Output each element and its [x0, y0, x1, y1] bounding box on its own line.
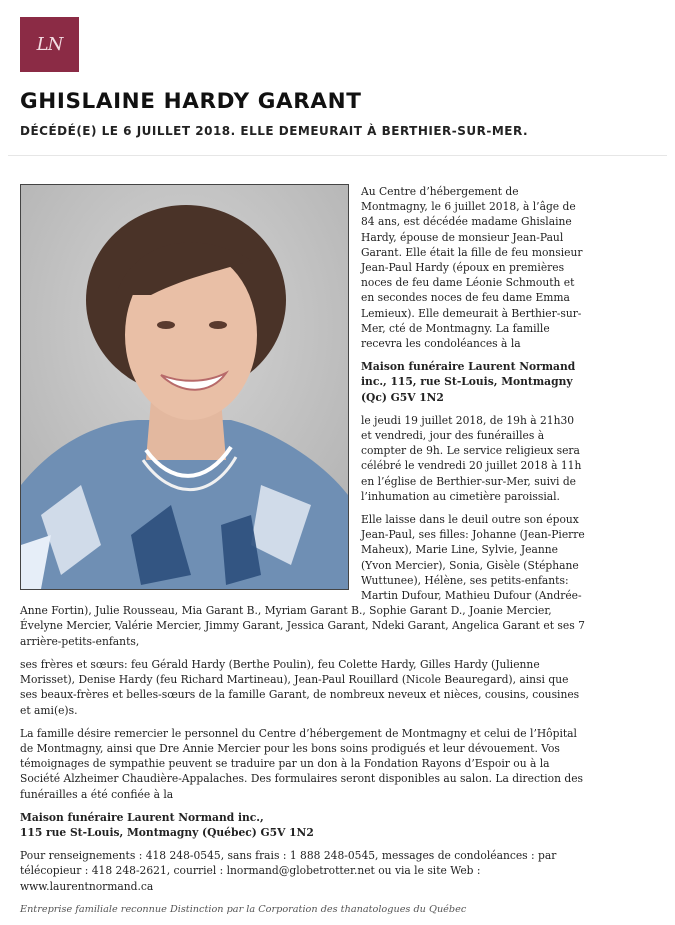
paragraph-funeral-home-address: Maison funéraire Laurent Normand inc., 115, rue St-Louis, Montmagny (Qc) G5V 1N2	[361, 360, 576, 404]
paragraph-siblings: ses frères et sœurs: feu Gérald Hardy (Berthe Poulin), feu Colette Hardy, Gilles Hardy (Julienne Morisset), Denise Hardy (feu Richard Martineau), Jean-Paul Rouillard (Nicole Beauregard), ainsi que ses beaux-frères et belles-sœurs de la famille Garant, de nombreux neveux et nièces, cousins, cousines et ami(e)s.	[20, 657, 580, 717]
deceased-name: GHISLAINE HARDY GARANT	[20, 89, 362, 114]
header-divider	[8, 155, 667, 156]
obituary-article	[20, 184, 587, 925]
portrait-photo	[20, 184, 349, 590]
footer-signature: Entreprise familiale reconnue Distinction par la Corporation des thanatologues du Québec	[20, 903, 467, 915]
paragraph-thanks: La famille désire remercier le personnel du Centre d’hébergement de Montmagny et celui de l’Hôpital de Montmagny, ainsi que Dre Annie Mercier pour les bons soins prodigués et leur dévouement. Vos témoignages de sympathie peuvent se traduire par un don à la Fondation Rayons d’Espoir ou à la Société Alzheimer Chaudière-Appalaches. Des formulaires seront disponibles au salon. La direction des funérailles a été confiée à la	[20, 726, 584, 801]
logo-monogram: LN	[36, 34, 63, 55]
funeral-home-address: 115 rue St-Louis, Montmagny (Québec) G5V 1N2	[20, 825, 314, 839]
funeral-home-block	[20, 810, 587, 840]
funeral-home-logo[interactable]	[20, 17, 79, 72]
paragraph-announcement: Au Centre d’hébergement de Montmagny, le 6 juillet 2018, à l’âge de 84 ans, est décédée madame Ghislaine Hardy, épouse de monsieur Jean-Paul Garant. Elle était la fille de feu monsieur Jean-Paul Hardy (époux en premières noces de feu dame Léonie Schmouth et en secondes noces de feu dame Emma Lemieux). Elle demeurait à Berthier-sur-Mer, cté de Montmagny. La famille recevra les condoléances à la	[361, 185, 583, 351]
death-notice-subtitle: DÉCÉDÉ(E) LE 6 JUILLET 2018. ELLE DEMEURAIT À BERTHIER-SUR-MER.	[20, 124, 529, 138]
paragraph-visitation: le jeudi 19 juillet 2018, de 19h à 21h30 et vendredi, jour des funérailles à compter de 9h. Le service religieux sera célébré le vendredi 20 juillet 2018 à 11h en l’église de Berthier-sur-Mer, suivi de l’inhumation au cimetière paroissial.	[361, 413, 582, 503]
paragraph-contact: Pour renseignements : 418 248-0545, sans frais : 1 888 248-0545, messages de condoléances : par télécopieur : 418 248-2621, courriel : lnormand@globetrotter.net ou via le site Web : www.laurentnormand.ca	[20, 849, 557, 893]
paragraph-family: Elle laisse dans le deuil outre son époux Jean-Paul, ses filles: Johanne (Jean-Pierre Maheux), Marie Line, Sylvie, Jeanne (Yvon Mercier), Sonia, Gisèle (Stéphane Wuttunee), Hélène, ses petits-enfants: Martin Dufour, Mathieu Dufour (Andrée-Anne Fortin), Julie Rousseau, Mia Garant B., Myriam Garant B., Sophie Garant D., Joanie Mercier, Évelyne Mercier, Valérie Mercier, Jimmy Garant, Jessica Garant, Ndeki Garant, Angelica Garant et ses 7 arrière-petits-enfants,	[20, 513, 585, 648]
funeral-home-name: Maison funéraire Laurent Normand inc.,	[20, 810, 264, 824]
portrait-illustration	[21, 185, 348, 589]
